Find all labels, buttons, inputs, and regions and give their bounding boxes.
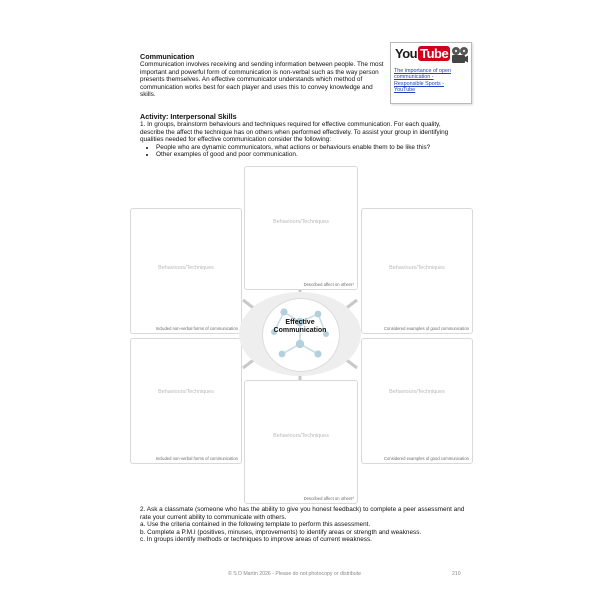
page-number: 210 — [452, 571, 461, 577]
activity-instructions: 1. In groups, brainstorm behaviours and techniques required for effective communication. For each quality, describe the affect the technique has on others when performed effectively. To assist your group in identifying qualities needed for effective communication consider the following: — [140, 121, 449, 144]
footer-copyright: © S D Martin 2026 - Please do not photocopy or distribute — [228, 571, 362, 577]
panel-placeholder: Behaviours/Techniques — [389, 389, 445, 395]
panel-caption: Included non-verbal forms of communication — [155, 326, 238, 331]
panel-caption: Described affect on others* — [303, 496, 354, 501]
followup-item-a: a. Use the criteria contained in the following template to perform this assessment. — [140, 521, 371, 529]
communication-heading: Communication — [140, 52, 195, 61]
followup-item-b: b. Complete a P.M.I (positives, minuses, improvements) to identify areas or strength and weakness. — [140, 528, 422, 536]
panel-bottom[interactable] — [244, 380, 358, 504]
panel-caption: Considered examples of good communication — [384, 326, 469, 331]
panel-placeholder: Behaviours/Techniques — [273, 219, 329, 225]
panel-placeholder: Behaviours/Techniques — [158, 389, 214, 395]
followup-item-2: 2. Ask a classmate (someone who has the ability to give you honest feedback) to complete a peer assessment and rate your current ability to communicate with others. — [140, 506, 465, 521]
bullet-item: • Other examples of good and poor communication. — [156, 151, 465, 159]
youtube-video-link[interactable]: The importance of open communication - Responsible Sports - YouTube — [394, 68, 451, 94]
panel-placeholder: Behaviours/Techniques — [389, 265, 445, 271]
panel-upper-left[interactable] — [130, 208, 242, 334]
panel-top[interactable] — [244, 166, 358, 290]
activity-heading: Activity: Interpersonal Skills — [140, 112, 237, 121]
panel-caption: Described affect on others* — [303, 282, 354, 287]
communication-paragraph: Communication involves receiving and sending information between people. The most important and powerful form of communication is non-verbal such as the way person presents themselves. An effective communicator understands which method of communication works best for each player and uses this to convey knowledge and skills. — [140, 61, 384, 99]
center-hub-label — [262, 319, 338, 336]
panel-lower-left[interactable] — [130, 338, 242, 464]
panel-caption: Included non-verbal forms of communication — [155, 456, 238, 461]
panel-placeholder: Behaviours/Techniques — [158, 265, 214, 271]
youtube-logo-tube: Tube — [420, 46, 449, 61]
bullet-item: • People who are dynamic communicators, what actions or behaviours enable them to be like this? — [156, 144, 465, 152]
panel-caption: Considered examples of good communication — [384, 456, 469, 461]
panel-upper-right[interactable] — [361, 208, 473, 334]
center-hub-label-line1: Effective — [285, 319, 315, 326]
panel-placeholder: Behaviours/Techniques — [273, 433, 329, 439]
panel-lower-right[interactable] — [361, 338, 473, 464]
center-hub-label-line2: Communication — [273, 327, 327, 335]
youtube-logo-you: You — [395, 46, 418, 61]
followup-section — [140, 506, 465, 544]
followup-item-c: c. In groups identify methods or techniques to improve areas of current weakness. — [140, 536, 372, 544]
